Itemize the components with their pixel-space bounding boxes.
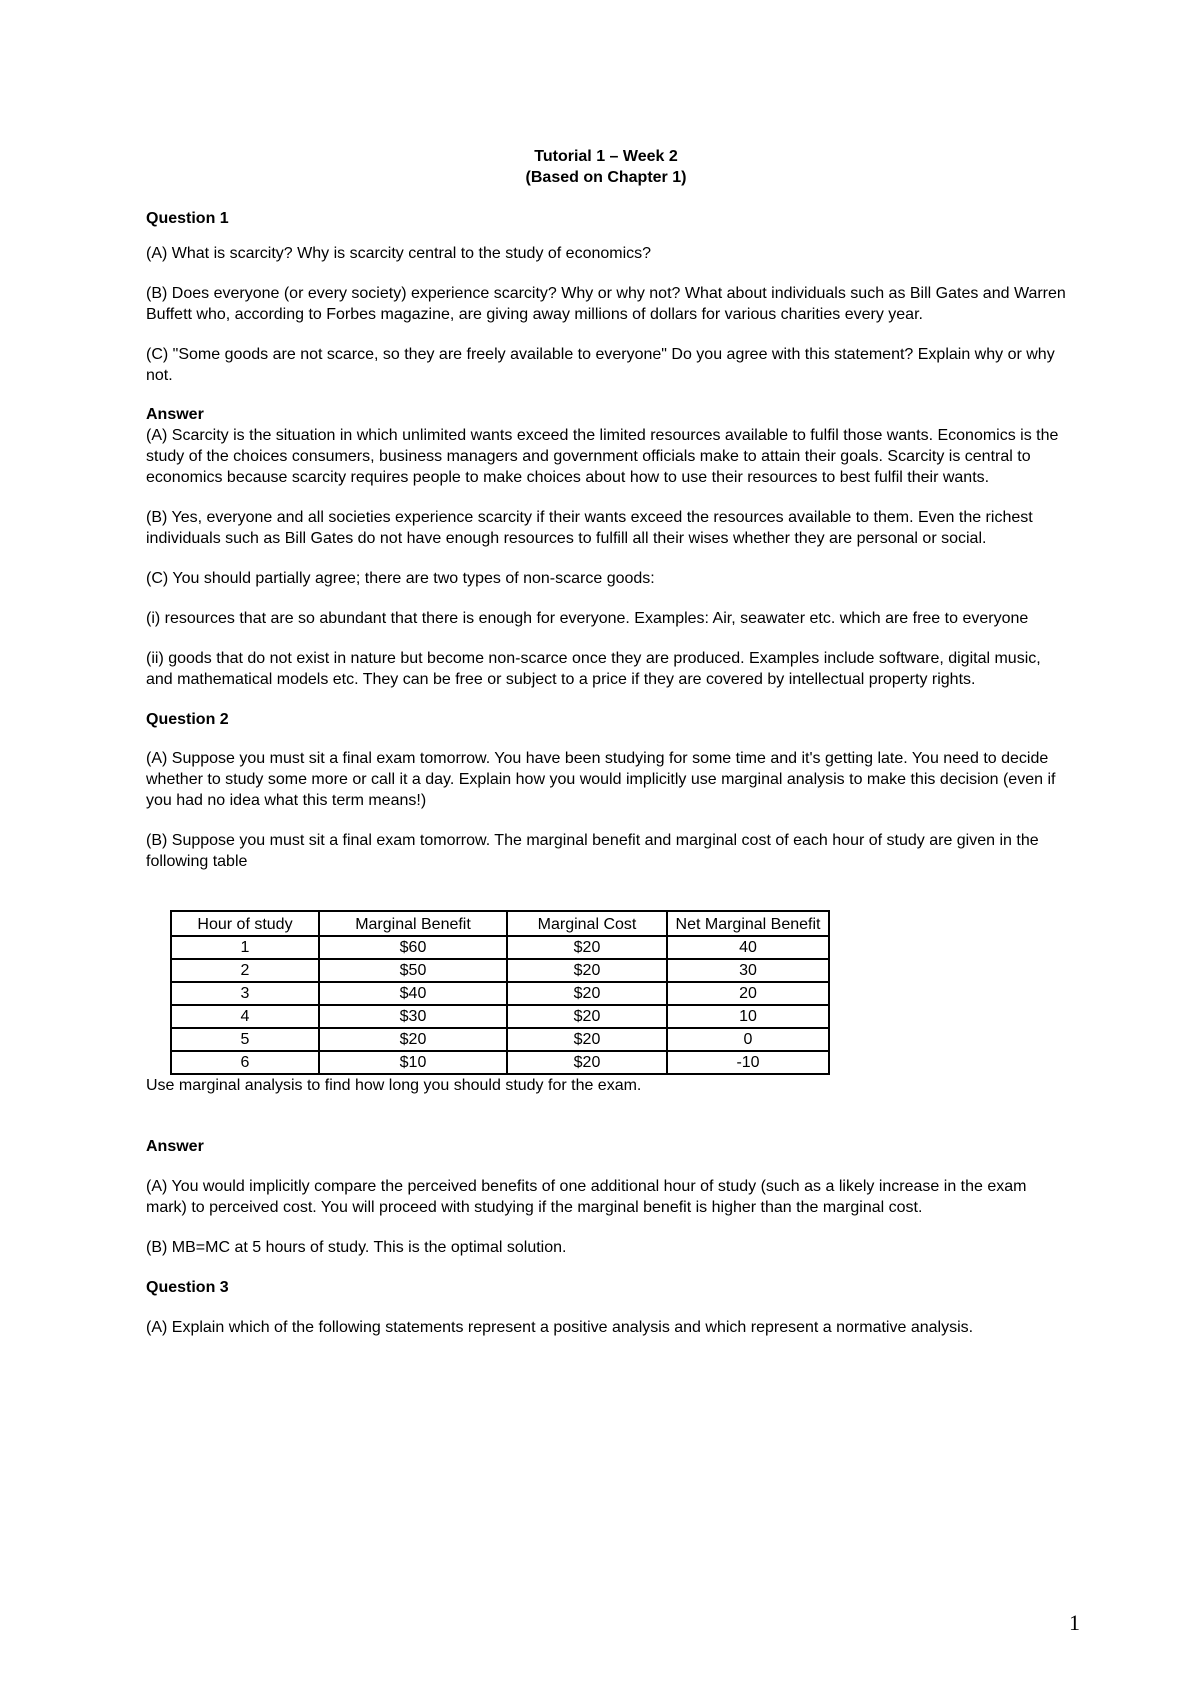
table-cell: $20 — [507, 936, 667, 959]
table-cell: $20 — [507, 959, 667, 982]
answer-1-part-c: (C) You should partially agree; there are two types of non-scarce goods: — [146, 570, 655, 587]
question-2-part-a: (A) Suppose you must sit a final exam tomorrow. You have been studying for some time and it's getting late. You need to decide whether to study some more or call it a day. Explain how you would implicitly use marginal analysis to make this decision (even if you had no idea what this term means!) — [146, 750, 1056, 809]
table-cell: 4 — [171, 1005, 319, 1028]
table-header-row — [171, 911, 829, 936]
table-cell: 6 — [171, 1051, 319, 1074]
table-cell: $20 — [507, 1028, 667, 1051]
answer-1-part-a: (A) Scarcity is the situation in which unlimited wants exceed the limited resources available to fulfil those wants. Economics is the study of the choices consumers, business managers and government officials make to attain their goals. Scarcity is central to economics because scarcity requires people to make choices about how to use their resources to best fulfil their wants. — [146, 427, 1059, 486]
table-cell: $60 — [319, 936, 507, 959]
table-cell: 1 — [171, 936, 319, 959]
table-cell: 2 — [171, 959, 319, 982]
study-hours-table — [170, 910, 830, 1075]
table-row — [171, 936, 829, 959]
table-header-cell: Marginal Cost — [507, 911, 667, 936]
table-cell: $50 — [319, 959, 507, 982]
page-number: 1 — [1069, 1610, 1080, 1635]
page-subtitle: (Based on Chapter 1) — [525, 169, 687, 186]
answer-2-heading: Answer — [146, 1138, 204, 1155]
table-cell: $40 — [319, 982, 507, 1005]
table-row — [171, 982, 829, 1005]
table-row — [171, 1005, 829, 1028]
answer-1-part-b: (B) Yes, everyone and all societies experience scarcity if their wants exceed the resources available to them. Even the richest individuals such as Bill Gates do not have enough resources to fulfill all their wises whether they are personal or social. — [146, 509, 1033, 547]
table-row — [171, 959, 829, 982]
answer-2-part-a: (A) You would implicitly compare the perceived benefits of one additional hour of study (such as a likely increase in the exam mark) to perceived cost. You will proceed with studying if the marginal benefit is higher than the marginal cost. — [146, 1178, 1027, 1216]
question-3-part-a: (A) Explain which of the following statements represent a positive analysis and which represent a normative analysis. — [146, 1319, 974, 1336]
table-row — [171, 1051, 829, 1074]
question-2-after-table: Use marginal analysis to find how long you should study for the exam. — [146, 1077, 642, 1094]
answer-1-heading: Answer — [146, 406, 204, 423]
table-row — [171, 1028, 829, 1051]
question-3-heading: Question 3 — [146, 1279, 229, 1296]
table-cell: 40 — [667, 936, 829, 959]
table-cell: 3 — [171, 982, 319, 1005]
table-cell: -10 — [667, 1051, 829, 1074]
table-cell: $20 — [507, 1051, 667, 1074]
page-content — [146, 146, 1066, 1338]
table-cell: 10 — [667, 1005, 829, 1028]
table-cell: $20 — [507, 1005, 667, 1028]
question-2-part-b: (B) Suppose you must sit a final exam tomorrow. The marginal benefit and marginal cost of each hour of study are given in the following table — [146, 832, 1039, 870]
table-cell: 20 — [667, 982, 829, 1005]
table-cell: 5 — [171, 1028, 319, 1051]
question-1-heading: Question 1 — [146, 210, 229, 227]
table-cell: $10 — [319, 1051, 507, 1074]
question-1-part-c: (C) "Some goods are not scarce, so they are freely available to everyone" Do you agree with this statement? Explain why or why not. — [146, 346, 1055, 384]
page-title: Tutorial 1 – Week 2 — [534, 148, 678, 165]
answer-1-item-i: (i) resources that are so abundant that there is enough for everyone. Examples: Air, seawater etc. which are free to everyone — [146, 610, 1029, 627]
table-header-cell: Net Marginal Benefit — [667, 911, 829, 936]
table-cell: $30 — [319, 1005, 507, 1028]
table-cell: $20 — [507, 982, 667, 1005]
question-2-heading: Question 2 — [146, 711, 229, 728]
table-cell: 30 — [667, 959, 829, 982]
answer-1-item-ii: (ii) goods that do not exist in nature but become non-scarce once they are produced. Examples include software, digital music, and mathematical models etc. They can be free or subject to a price if they are covered by intellectual property rights. — [146, 650, 1041, 688]
table-header-cell: Hour of study — [171, 911, 319, 936]
table-cell: $20 — [319, 1028, 507, 1051]
question-1-part-a: (A) What is scarcity? Why is scarcity central to the study of economics? — [146, 245, 652, 262]
table-cell: 0 — [667, 1028, 829, 1051]
answer-2-part-b: (B) MB=MC at 5 hours of study. This is the optimal solution. — [146, 1239, 567, 1256]
question-1-part-b: (B) Does everyone (or every society) experience scarcity? Why or why not? What about individuals such as Bill Gates and Warren Buffett who, according to Forbes magazine, are giving away millions of dollars for various charities every year. — [146, 285, 1066, 323]
table-header-cell: Marginal Benefit — [319, 911, 507, 936]
